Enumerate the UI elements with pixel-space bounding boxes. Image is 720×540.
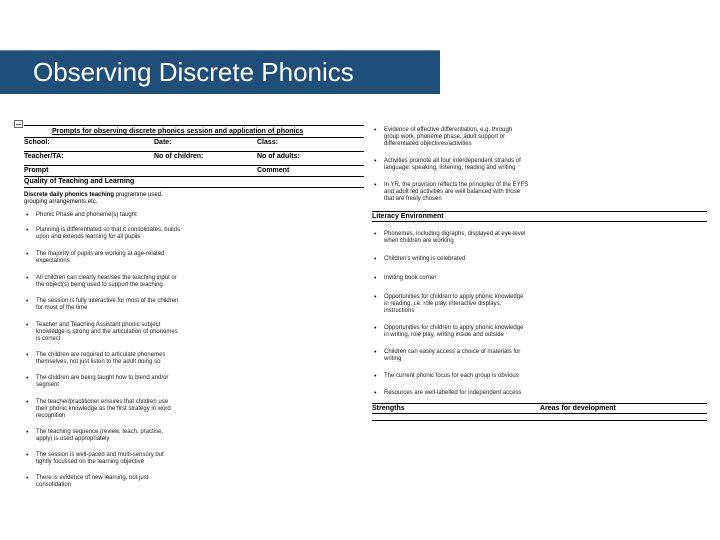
strengths-label: Strengths — [372, 405, 405, 412]
list-item: • Evidence of effective differentiation, e.g. through group work, phoneme phase, adult support or differentiated objectives/activities — [374, 127, 513, 147]
literacy-environment-heading: Literacy Environment — [372, 211, 707, 222]
list-item: • The majority of pupils are working at age-related expectations — [26, 251, 165, 264]
teacher-row — [24, 152, 364, 166]
list-item: • The session is fully interactive for most of the children for most of the time — [26, 298, 179, 311]
teacher-label: Teacher/TA: — [24, 153, 64, 160]
list-item: • There is evidence of new learning, not just consolidation — [26, 475, 149, 488]
quality-label: Quality of Teaching and Learning — [24, 178, 135, 185]
development-label: Areas for development — [540, 405, 616, 412]
list-item: • Opportunities for children to apply phonic knowledge in reading, i.e. role play, interactive displays, instructions — [374, 294, 524, 314]
slide-title: Observing Discrete Phonics — [33, 57, 354, 87]
teaching-prompts-list — [24, 212, 364, 489]
prompt-comment-row — [24, 166, 364, 177]
strengths-box[interactable] — [372, 414, 707, 421]
list-item: • Opportunities for children to apply phonic knowledge in writing, role play, writing inside and outside — [374, 325, 524, 338]
differentiation-list — [372, 127, 707, 203]
strengths-development-heading — [372, 403, 707, 414]
intro-text — [24, 192, 174, 206]
list-item: • The session is well-paced and multi-sensory but tightly focussed on the learning objective — [26, 452, 164, 465]
children-count-label: No of children: — [154, 153, 204, 160]
intro-bold: Discrete daily phonics teaching — [24, 192, 115, 198]
list-item: • The teacher/practitioner ensures that children use their phonic knowledge as the first strategy in word recognition — [26, 399, 171, 419]
list-item: • Teacher and Teaching Assistant phonic subject knowledge is strong and the articulation of phonemes is correct — [26, 322, 178, 342]
prompt-heading: Prompts for observing discrete phonics session and application of phonics — [24, 125, 364, 138]
list-item: • The current phonic focus for each group is obvious — [374, 373, 519, 380]
list-item: • Phonic Phase and phoneme(s) taught — [26, 212, 137, 219]
literacy-environment-list — [372, 231, 707, 397]
list-item: • Resources are well-labelled for independent access — [374, 390, 522, 397]
intro-rest: programme used, grouping arrangements etc. — [24, 192, 163, 205]
list-item: • In YR, the provision reflects the principles of the EYFS and adult led activities are well balanced with those that are freely chosen — [374, 182, 529, 202]
comment-col-label: Comment — [257, 167, 290, 174]
list-item: • Planning is differentiated so that it consolidates, builds upon and extends learning for all pupils — [26, 227, 180, 240]
date-label: Date: — [154, 139, 172, 146]
list-item: • The children are required to articulate phonemes themselves, not just listen to the adult doing so — [26, 352, 166, 365]
list-item: • All children can clearly hear/see the teaching input or the object(s) being used to support the teaching — [26, 275, 177, 288]
school-row — [24, 138, 364, 152]
prompt-col-label: Prompt — [24, 167, 49, 174]
collapse-icon[interactable] — [14, 120, 23, 128]
class-label: Class: — [257, 139, 279, 146]
list-item: • Phonemes, including digraphs, displayed at eye-level when children are working — [374, 231, 526, 244]
observation-form-left — [24, 125, 364, 489]
school-label: School: — [24, 139, 50, 146]
quality-row — [24, 177, 364, 188]
observation-form-right — [372, 127, 707, 421]
list-item: • Activities promote all four interdependent strands of language: speaking, listening, reading and writing — [374, 158, 521, 171]
list-item: • The teaching sequence (review, teach, practise, apply) is used appropriately — [26, 429, 164, 442]
list-item: • Children can easily access a choice of materials for writing — [374, 349, 521, 362]
slide-title-bar — [0, 50, 440, 94]
list-item: • Inviting book corner — [374, 275, 437, 282]
list-item: • Children's writing is celebrated — [374, 256, 466, 263]
list-item: • The children are being taught how to blend and/or segment — [26, 375, 169, 388]
adults-count-label: No of adults: — [257, 153, 300, 160]
